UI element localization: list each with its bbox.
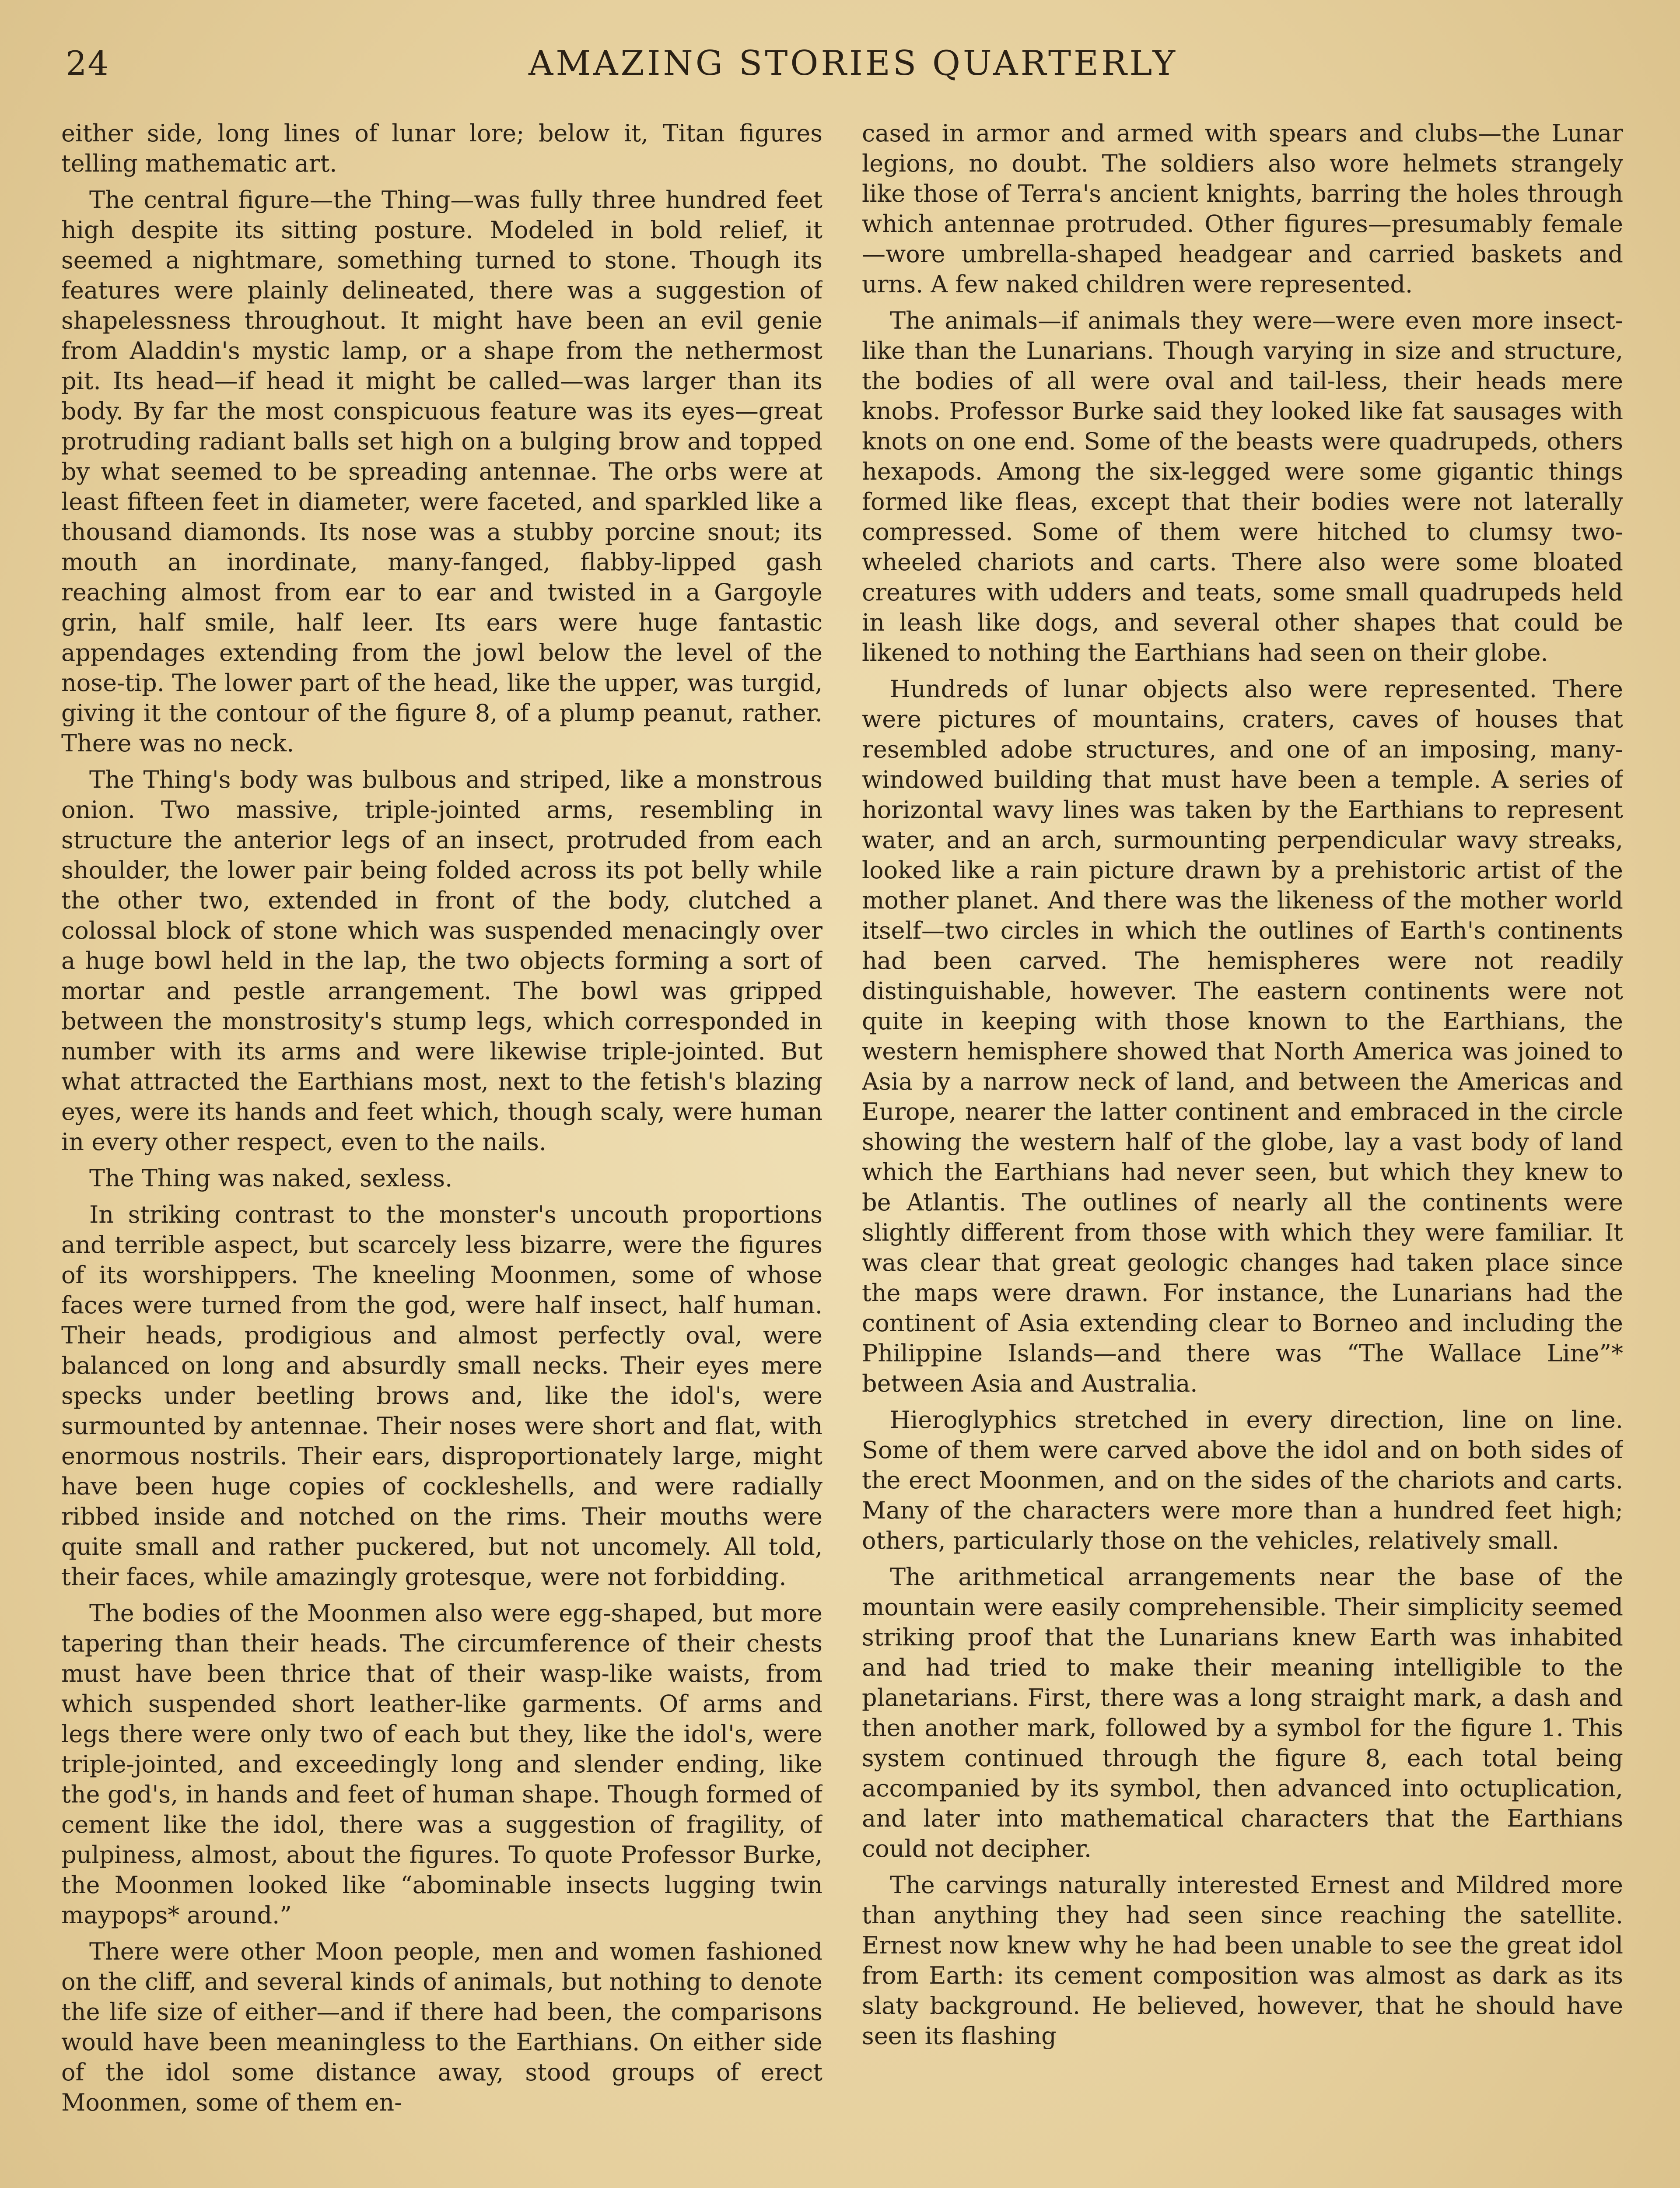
paragraph: The Thing's body was bulbous and striped, like a monstrous onion. Two massive, triple-jointed arms, resembling in structure the anterior legs of an insect, protruded from each shoulder, the lower pair being folded across its pot belly while the other two, extended in front of the body, clutched a colossal block of stone which was suspended menacingly over a huge bowl held in the lap, the two objects forming a sort of mortar and pestle arrangement. The bowl was gripped between the monstrosity's stump legs, which corresponded in number with its arms and were likewise triple-jointed. But what attracted the Earthians most, next to the fetish's blazing eyes, were its hands and feet which, though scaly, were human in every other respect, even to the nails.: [61, 766, 822, 1156]
paragraph: The bodies of the Moonmen also were egg-shaped, but more tapering than their heads. The circumference of their chests must have been thrice that of their wasp-like waists, from which suspended short leather-like garments. Of arms and legs there were only two of each but they, like the idol's, were triple-jointed, and exceedingly long and slender ending, like the god's, in hands and feet of human shape. Though formed of cement like the idol, there was a suggestion of fragility, of pulpiness, almost, about the figures. To quote Professor Burke, the Moonmen looked like “abominable insects lugging twin maypops* around.”: [61, 1599, 822, 1929]
left-column: [61, 118, 822, 2188]
paragraph: The carvings naturally interested Ernest and Mildred more than anything they had seen since reaching the satellite. Ernest now knew why he had been unable to see the great idol from Earth: its cement composition was almost as dark as its slaty background. He believed, however, that he should have seen its flashing: [862, 1871, 1623, 2050]
paragraph: In striking contrast to the monster's uncouth proportions and terrible aspect, but scarcely less bizarre, were the figures of its worshippers. The kneeling Moonmen, some of whose faces were turned from the god, were half insect, half human. Their heads, prodigious and almost perfectly oval, were balanced on long and absurdly small necks. Their eyes mere specks under beetling brows and, like the idol's, were surmounted by antennae. Their noses were short and flat, with enormous nostrils. Their ears, disproportionately large, might have been huge copies of cockleshells, and were radially ribbed inside and notched on the rims. Their mouths were quite small and rather puckered, but not uncomely. All told, their faces, while amazingly grotesque, were not forbidding.: [61, 1201, 822, 1591]
page-header: [0, 42, 1680, 90]
page-number: 24: [66, 44, 110, 83]
paragraph: The arithmetical arrangements near the base of the mountain were easily comprehensible. Their simplicity seemed striking proof that the Lunarians knew Earth was inhabited and had tried to make their meaning intelligible to the planetarians. First, there was a long straight mark, a dash and then another mark, followed by a symbol for the figure 1. This system continued through the figure 8, each total being accompanied by its symbol, then advanced into octuplication, and later into mathematical characters that the Earthians could not decipher.: [862, 1563, 1623, 1862]
paragraph: either side, long lines of lunar lore; below it, Titan figures telling mathematic art.: [61, 119, 822, 177]
paragraph: Hundreds of lunar objects also were represented. There were pictures of mountains, craters, caves of houses that resembled adobe structures, and one of an imposing, many-windowed building that must have been a temple. A series of horizontal wavy lines was taken by the Earthians to represent water, and an arch, surmounting perpendicular wavy streaks, looked like a rain picture drawn by a prehistoric artist of the mother planet. And there was the likeness of the mother world itself—two circles in which the outlines of Earth's continents had been carved. The hemispheres were not readily distinguishable, however. The eastern continents were not quite in keeping with those known to the Earthians, the western hemisphere showed that North America was joined to Asia by a narrow neck of land, and between the Americas and Europe, nearer the latter continent and embraced in the circle showing the western half of the globe, lay a vast body of land which the Earthians had never seen, but which they knew to be Atlantis. The outlines of nearly all the continents were slightly different from those with which they were familiar. It was clear that great geologic changes had taken place since the maps were drawn. For instance, the Lunarians had the continent of Asia extending clear to Borneo and including the Philippine Islands—and there was “The Wallace Line”* between Asia and Australia.: [862, 675, 1623, 1397]
paragraph: The Thing was naked, sexless.: [89, 1164, 453, 1192]
paragraph: There were other Moon people, men and women fashioned on the cliff, and several kinds of animals, but nothing to denote the life size of either—and if there had been, the comparisons would have been meaningless to the Earthians. On either side of the idol some distance away, stood groups of erect Moonmen, some of them en-: [61, 1938, 822, 2116]
right-column: [862, 118, 1623, 2188]
paragraph: The animals—if animals they were—were even more insect-like than the Lunarians. Though varying in size and structure, the bodies of all were oval and tail-less, their heads mere knobs. Professor Burke said they looked like fat sausages with knots on one end. Some of the beasts were quadrupeds, others hexapods. Among the six-legged were some gigantic things formed like fleas, except that their bodies were not laterally compressed. Some of them were hitched to clumsy two-wheeled chariots and carts. There also were some bloated creatures with udders and teats, some small quadrupeds held in leash like dogs, and several other shapes that could be likened to nothing the Earthians had seen on their globe.: [862, 307, 1623, 666]
paragraph: The central figure—the Thing—was fully three hundred feet high despite its sitting posture. Modeled in bold relief, it seemed a nightmare, something turned to stone. Though its features were plainly delineated, there was a suggestion of shapelessness throughout. It might have been an evil genie from Aladdin's mystic lamp, or a shape from the nethermost pit. Its head—if head it might be called—was larger than its body. By far the most conspicuous feature was its eyes—great protruding radiant balls set high on a bulging brow and topped by what seemed to be spreading antennae. The orbs were at least fifteen feet in diameter, were faceted, and sparkled like a thousand diamonds. Its nose was a stubby porcine snout; its mouth an inordinate, many-fanged, flabby-lipped gash reaching almost from ear to ear and twisted in a Gargoyle grin, half smile, half leer. Its ears were huge fantastic appendages extending from the jowl below the level of the nose-tip. The lower part of the head, like the upper, was turgid, giving it the contour of the figure 8, of a plump peanut, rather. There was no neck.: [61, 186, 822, 757]
running-head: AMAZING STORIES QUARTERLY: [528, 44, 1178, 83]
paragraph: Hieroglyphics stretched in every direction, line on line. Some of them were carved above the idol and on both sides of the erect Moonmen, and on the sides of the chariots and carts. Many of the characters were more than a hundred feet high; others, particularly those on the vehicles, relatively small.: [862, 1406, 1623, 1554]
paragraph: cased in armor and armed with spears and clubs—the Lunar legions, no doubt. The soldiers also wore helmets strangely like those of Terra's ancient knights, barring the holes through which antennae protruded. Other figures—presumably female—wore umbrella-shaped headgear and carried baskets and urns. A few naked children were represented.: [862, 119, 1623, 298]
